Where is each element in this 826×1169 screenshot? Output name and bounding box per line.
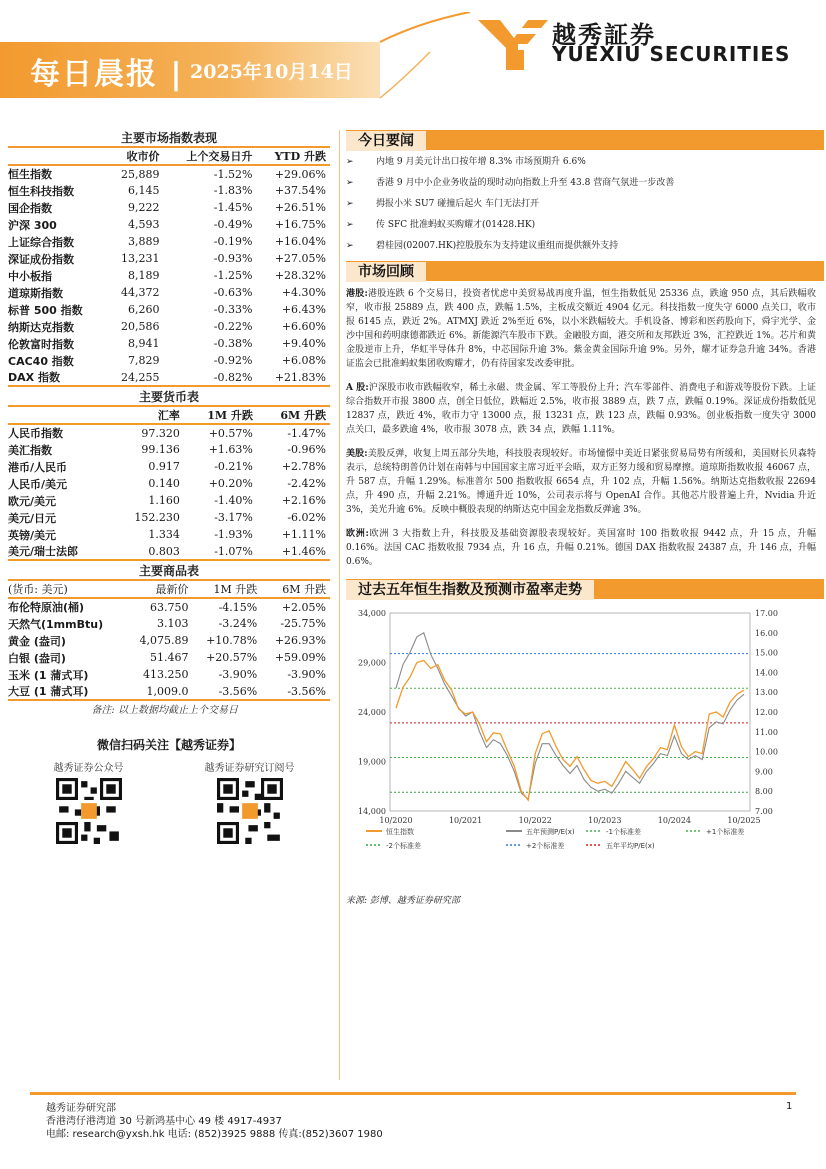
legend-label: -2个标准差 bbox=[386, 842, 421, 850]
right-tick-label: 7.00 bbox=[755, 807, 773, 816]
right-tick-label: 11.00 bbox=[755, 727, 778, 737]
left-tick-label: 34,000 bbox=[358, 609, 386, 618]
row-value: -3.24% bbox=[218, 617, 258, 630]
row-value: +37.54% bbox=[274, 184, 326, 197]
logo-english-name: YUEXIU SECURITIES bbox=[552, 42, 791, 66]
page-number: 1 bbox=[786, 1101, 793, 1112]
row-value: 1.334 bbox=[148, 528, 180, 541]
table-row bbox=[8, 369, 330, 386]
qr-code-row bbox=[8, 759, 330, 848]
index-header-name bbox=[8, 147, 107, 165]
fx-header-name bbox=[8, 406, 111, 424]
row-label: 沪深 300 bbox=[8, 218, 57, 232]
today-news-header: 今日要闻 bbox=[346, 130, 824, 150]
row-label: 伦敦富时指数 bbox=[8, 337, 74, 351]
row-label: 黄金 (盎司) bbox=[8, 634, 66, 648]
left-tick-label: 14,000 bbox=[358, 807, 386, 816]
row-value: 9,222 bbox=[127, 201, 160, 214]
x-tick-label: 10/2023 bbox=[588, 816, 622, 825]
row-value: +1.11% bbox=[281, 528, 326, 541]
news-item[interactable]: ➢ 碧桂园(02007.HK)控股股东为支持建议重组而提供额外支持 bbox=[346, 240, 824, 253]
fx-table bbox=[8, 405, 330, 561]
row-value: -25.75% bbox=[280, 617, 326, 630]
row-value: 97.320 bbox=[141, 426, 180, 440]
x-tick-label: 10/2025 bbox=[727, 816, 761, 825]
row-label: 美元/日元 bbox=[8, 511, 57, 525]
table-row bbox=[8, 598, 330, 615]
right-tick-label: 15.00 bbox=[755, 648, 778, 658]
row-label: 中小板指 bbox=[8, 269, 52, 283]
table-row bbox=[8, 284, 330, 301]
row-label: 国企指数 bbox=[8, 201, 52, 215]
row-value: 413.250 bbox=[143, 668, 189, 681]
table-row bbox=[8, 165, 330, 182]
row-value: 24,255 bbox=[107, 369, 163, 386]
row-value: -4.15% bbox=[218, 600, 258, 614]
market-review-header: 市场回顾 bbox=[346, 261, 824, 281]
row-label: 欧元/美元 bbox=[8, 494, 57, 508]
row-label: 恒生科技指数 bbox=[8, 184, 74, 198]
commodity-header-currency: (货币: 美元) bbox=[8, 580, 127, 598]
review-hk: 港股:港股连跌 6 个交易日，投资者忧虑中美贸易战再度升温，恒生指数低见 25336 点，跌逾 950 点，其后跌幅收窄，收市报 25889 点，跌 400 点，跌幅 1.5%，主板成交额近 4904 亿元。科技指数一度失守 6000 点关口，收市报 6145 点，跌近 2%。ATMXJ 跌近 2%至近 6%，以小米跌幅较大。手机设备、博彩和医药股向下，舜宇光学、金沙中国和药明康德都跌近 6%。新能源汽车股市下跌。金融股方面，港交所和友邦跌近 3%，汇控跌近 1%。芯片和黄金股逆市上升，华虹半导体升 8%，中芯国际升逾 3%。紫金黄金国际升逾 9%。另外，耀才证券急升逾 34%。香港证监会已批准蚂蚁集团收购耀才，仍有待国家发改委审批。 bbox=[346, 289, 817, 369]
row-value: +16.04% bbox=[274, 235, 326, 248]
qr-research-caption: 越秀证券研究订阅号 bbox=[204, 763, 295, 774]
plot-area bbox=[390, 613, 750, 811]
table-row bbox=[8, 543, 330, 560]
legend-label: +2个标准差 bbox=[526, 842, 565, 850]
row-value: -0.63% bbox=[213, 286, 253, 299]
row-value: 7,829 bbox=[127, 354, 160, 367]
row-value: -1.93% bbox=[214, 528, 253, 541]
row-value: 44,372 bbox=[120, 286, 160, 299]
qr-official-caption: 越秀证券公众号 bbox=[53, 763, 124, 774]
qr-code-icon[interactable] bbox=[217, 778, 283, 844]
footer bbox=[46, 1102, 383, 1141]
wechat-follow-title: 微信扫码关注【越秀证券】 bbox=[96, 738, 241, 752]
table-row bbox=[8, 509, 330, 526]
row-value: -1.07% bbox=[184, 543, 257, 560]
footer-divider bbox=[30, 1092, 796, 1095]
row-value: +2.16% bbox=[281, 494, 326, 507]
data-note: 备注: 以上数据均截止上个交易日 bbox=[91, 705, 238, 716]
row-value: -0.38% bbox=[213, 337, 253, 350]
row-value: +20.57% bbox=[206, 651, 258, 664]
row-value: -6.02% bbox=[287, 511, 326, 524]
row-value: +26.93% bbox=[274, 634, 326, 647]
column-divider bbox=[339, 130, 340, 1080]
row-value: 1,009.0 bbox=[127, 683, 193, 700]
right-tick-label: 17.00 bbox=[755, 609, 778, 618]
row-value: 8,189 bbox=[127, 269, 160, 282]
row-label: 纳斯达克指数 bbox=[8, 320, 74, 334]
row-label: 美汇指数 bbox=[8, 443, 52, 457]
table-row bbox=[8, 352, 330, 369]
row-value: 4,075.89 bbox=[139, 634, 189, 647]
row-value: +2.78% bbox=[281, 460, 326, 473]
table-row bbox=[8, 216, 330, 233]
row-value: +6.43% bbox=[281, 303, 326, 316]
row-value: 1.160 bbox=[148, 494, 180, 507]
row-value: 0.803 bbox=[111, 543, 184, 560]
commodity-table bbox=[8, 579, 330, 701]
row-label: 白银 (盎司) bbox=[8, 651, 66, 665]
row-value: -0.33% bbox=[213, 303, 253, 316]
row-value: 3,889 bbox=[127, 235, 160, 248]
row-value: +1.63% bbox=[208, 443, 253, 456]
row-label: 道琼斯指数 bbox=[8, 286, 63, 300]
row-value: -3.17% bbox=[214, 511, 253, 524]
row-value: +59.09% bbox=[274, 651, 326, 664]
table-row bbox=[8, 492, 330, 509]
left-column bbox=[8, 130, 330, 848]
row-value: -0.49% bbox=[213, 218, 253, 231]
commodity-header-price: 最新价 bbox=[127, 580, 193, 598]
row-value: +16.75% bbox=[274, 218, 326, 231]
row-label: 美元/瑞士法郎 bbox=[8, 543, 111, 560]
legend-label: 五年平均P/E(x) bbox=[606, 842, 655, 850]
footer-address: 香港湾仔港湾道 30 号新鸿基中心 49 楼 4917-4937 bbox=[46, 1116, 282, 1127]
right-tick-label: 12.00 bbox=[755, 708, 778, 717]
left-tick-label: 29,000 bbox=[358, 658, 386, 668]
table-row bbox=[8, 615, 330, 632]
row-value: 51.467 bbox=[150, 651, 189, 664]
row-value: -3.90% bbox=[218, 668, 258, 681]
row-value: +21.83% bbox=[256, 369, 330, 386]
qr-official-account bbox=[24, 759, 154, 848]
row-value: -3.56% bbox=[261, 683, 330, 700]
table-row bbox=[8, 318, 330, 335]
row-label: CAC40 指数 bbox=[8, 354, 74, 368]
table-row bbox=[8, 267, 330, 284]
row-value: +0.57% bbox=[208, 426, 253, 440]
legend-label: 五年预测P/E(x) bbox=[526, 828, 575, 836]
row-value: -1.45% bbox=[213, 201, 253, 214]
row-value: -0.92% bbox=[213, 354, 253, 367]
table-row bbox=[8, 424, 330, 441]
left-tick-label: 24,000 bbox=[358, 708, 386, 717]
row-value: -0.96% bbox=[287, 443, 326, 456]
row-value: -0.19% bbox=[213, 235, 253, 248]
table-row bbox=[8, 182, 330, 199]
x-tick-label: 10/2022 bbox=[518, 816, 552, 825]
row-value: 6,145 bbox=[127, 184, 160, 197]
fx-header-1m: 1M 升跌 bbox=[184, 406, 257, 424]
row-value: 152.230 bbox=[134, 511, 180, 524]
legend-label: -1个标准差 bbox=[606, 828, 641, 836]
left-tick-label: 19,000 bbox=[358, 757, 386, 767]
row-value: +4.30% bbox=[281, 286, 326, 299]
row-value: 3.103 bbox=[157, 617, 189, 630]
row-value: +26.51% bbox=[274, 201, 326, 214]
report-date: 2025年10月14日 bbox=[190, 61, 353, 83]
index-table bbox=[8, 146, 330, 387]
chart-header: 过去五年恒生指数及预测市盈率走势 bbox=[346, 579, 824, 599]
table-row bbox=[8, 526, 330, 543]
table-row bbox=[8, 666, 330, 683]
row-label: 人民币/美元 bbox=[8, 477, 68, 491]
commodity-table-title: 主要商品表 bbox=[138, 564, 199, 578]
chart-svg bbox=[346, 605, 816, 885]
news-item[interactable]: ➢ 拇报小米 SU7 碰撞后起火 车门无法打开 bbox=[346, 198, 824, 211]
x-tick-label: 10/2021 bbox=[448, 816, 483, 825]
row-value: -1.47% bbox=[287, 426, 326, 440]
right-tick-label: 13.00 bbox=[755, 688, 778, 698]
row-label: 人民币指数 bbox=[8, 427, 63, 440]
x-tick-label: 10/2024 bbox=[657, 816, 692, 825]
row-label: 天然气(1mmBtu) bbox=[8, 617, 104, 631]
row-value: -2.42% bbox=[287, 477, 326, 490]
fx-table-title: 主要货币表 bbox=[138, 390, 199, 404]
commodity-header-1m: 1M 升跌 bbox=[193, 580, 262, 598]
row-value: 20,586 bbox=[120, 320, 160, 333]
table-row bbox=[8, 301, 330, 318]
chart-source: 来源: 彭博、越秀证券研究部 bbox=[346, 896, 460, 906]
row-label: 上证综合指数 bbox=[8, 235, 74, 249]
review-a-share: A 股:沪深股市收市跌幅收窄，稀土永磁、贵金属、军工等股份上升；汽车零部件、消费电子和游戏等股份下跌。上证综合指数开市报 3800 点，创全日低位，跌幅近 2.5%，收市报 3889 点，跌 7 点，跌幅 0.19%。深证成份指数低见 12837 点，跌近 4%，收市力守 13000 点，报 13231 点，跌 123 点，跌幅 0.93%。创业板指数一度失守 3000 点关口，最多跌逾 4%，收市报 3078 点，跌 34 点，跌幅 1.11%。 bbox=[346, 383, 816, 435]
row-value: +10.78% bbox=[206, 634, 258, 647]
news-item[interactable]: ➢ 内地 9 月美元计出口按年增 8.3% 市场预期升 6.6% bbox=[346, 156, 824, 169]
row-value: -0.82% bbox=[163, 369, 256, 386]
index-table-title: 主要市场指数表现 bbox=[120, 131, 217, 145]
row-value: +6.60% bbox=[281, 320, 326, 333]
row-value: -1.52% bbox=[213, 167, 253, 181]
index-header-ytd: YTD 升跌 bbox=[256, 147, 330, 165]
row-label: 玉米 (1 蒲式耳) bbox=[8, 668, 89, 682]
qr-research-subscription bbox=[185, 759, 315, 848]
x-tick-label: 10/2020 bbox=[379, 816, 413, 825]
hsi-pe-chart bbox=[346, 605, 824, 889]
row-label: 深证成份指数 bbox=[8, 252, 74, 266]
right-tick-label: 10.00 bbox=[755, 747, 778, 757]
row-label: 英镑/美元 bbox=[8, 528, 57, 542]
right-column bbox=[346, 130, 824, 906]
row-value: +2.05% bbox=[281, 600, 326, 614]
row-value: -1.83% bbox=[213, 184, 253, 197]
table-row bbox=[8, 632, 330, 649]
footer-contact: 电邮: research@yxsh.hk 电话: (852)3925 9888 传真:(852)3607 1980 bbox=[46, 1129, 383, 1140]
row-value: -3.56% bbox=[193, 683, 262, 700]
row-value: +9.40% bbox=[281, 337, 326, 350]
row-value: +27.05% bbox=[274, 252, 326, 265]
row-value: 63.750 bbox=[150, 600, 189, 614]
row-value: 6,260 bbox=[127, 303, 160, 316]
review-us: 美股:美股反弹，收复上周五部分失地，科技股表现较好。市场憧憬中美近日紧张贸易局势有所缓和，美国财长贝森特表示，总统特朗普仍计划在南韩与中国国家主席习近平会晤，双方正努力缓和贸易摩擦。道琼斯指数收报 46067 点，升 587 点，升幅 1.29%。标准普尔 500 指数收报 6654 点，升 102 点，升幅 1.56%。纳斯达克指数收报 22694 点，升 490 点，升幅 2.21%。博通升近 10%，公司表示将与 OpenAI 合作。其他芯片股普遍上升，Nvidia 升近 3%，美光升逾 6%。反映中概股表现的纳斯达克中国金龙指数反弹逾 3%。 bbox=[346, 449, 816, 515]
qr-code-icon[interactable] bbox=[56, 778, 122, 844]
row-value: 99.136 bbox=[141, 443, 180, 456]
row-value: +29.06% bbox=[274, 167, 326, 181]
right-tick-label: 8.00 bbox=[755, 787, 773, 797]
row-label: 恒生指数 bbox=[8, 168, 52, 181]
footer-dept: 越秀证券研究部 bbox=[46, 1103, 116, 1114]
row-label: 大豆 (1 蒲式耳) bbox=[8, 683, 127, 700]
table-row bbox=[8, 683, 330, 700]
row-value: -1.25% bbox=[213, 269, 253, 282]
table-row bbox=[8, 335, 330, 352]
review-europe: 欧洲:欧洲 3 大指数上升，科技股及基础资源股表现较好。英国富时 100 指数收报 9442 点，升 15 点，升幅 0.16%。法国 CAC 指数收报 7934 点，升 16 点，升幅 0.21%。德国 DAX 指数收报 24387 点，升 146 点，升幅 0.6%。 bbox=[346, 529, 816, 567]
row-value: 0.917 bbox=[148, 460, 180, 473]
row-label: 标普 500 指数 bbox=[8, 303, 83, 317]
logo-chinese-name: 越秀証券 bbox=[552, 21, 656, 49]
row-value: -0.93% bbox=[213, 252, 253, 265]
row-value: +6.08% bbox=[281, 354, 326, 367]
table-row bbox=[8, 649, 330, 666]
index-header-daychange: 上个交易日升 bbox=[163, 147, 256, 165]
table-row bbox=[8, 441, 330, 458]
news-item[interactable]: ➢ 传 SFC 批准蚂蚁买购耀才(01428.HK) bbox=[346, 219, 824, 232]
fx-header-6m: 6M 升跌 bbox=[257, 406, 330, 424]
row-value: +1.46% bbox=[257, 543, 330, 560]
row-value: 25,889 bbox=[120, 167, 160, 181]
table-row bbox=[8, 458, 330, 475]
row-label: 布伦特原油(桶) bbox=[8, 601, 85, 614]
page-header bbox=[0, 0, 826, 120]
legend-label: +1个标准差 bbox=[706, 828, 745, 836]
row-value: 8,941 bbox=[127, 337, 160, 350]
row-value: -3.90% bbox=[287, 668, 326, 681]
row-value: 13,231 bbox=[120, 252, 160, 265]
table-row bbox=[8, 199, 330, 216]
table-row bbox=[8, 475, 330, 492]
row-value: -0.21% bbox=[214, 460, 253, 473]
row-label: DAX 指数 bbox=[8, 369, 107, 386]
row-value: +0.20% bbox=[208, 477, 253, 490]
row-label: 港币/人民币 bbox=[8, 460, 68, 474]
right-tick-label: 16.00 bbox=[755, 628, 778, 638]
right-tick-label: 14.00 bbox=[755, 668, 778, 678]
index-header-close: 收市价 bbox=[107, 147, 163, 165]
legend-label: 恒生指数 bbox=[386, 828, 414, 836]
right-tick-label: 9.00 bbox=[755, 767, 773, 777]
row-value: +28.32% bbox=[274, 269, 326, 282]
table-row bbox=[8, 233, 330, 250]
row-value: -0.22% bbox=[213, 320, 253, 333]
row-value: 0.140 bbox=[148, 477, 180, 490]
row-value: -1.40% bbox=[214, 494, 253, 507]
row-value: 4,593 bbox=[127, 218, 160, 231]
fx-header-rate: 汇率 bbox=[111, 406, 184, 424]
commodity-header-6m: 6M 升跌 bbox=[261, 580, 330, 598]
table-row bbox=[8, 250, 330, 267]
report-title: 每日晨报 | bbox=[30, 57, 184, 92]
news-item[interactable]: ➢ 香港 9 月中小企业务收益的现时动向指数上升至 43.8 营商气氛进一步改善 bbox=[346, 177, 824, 190]
